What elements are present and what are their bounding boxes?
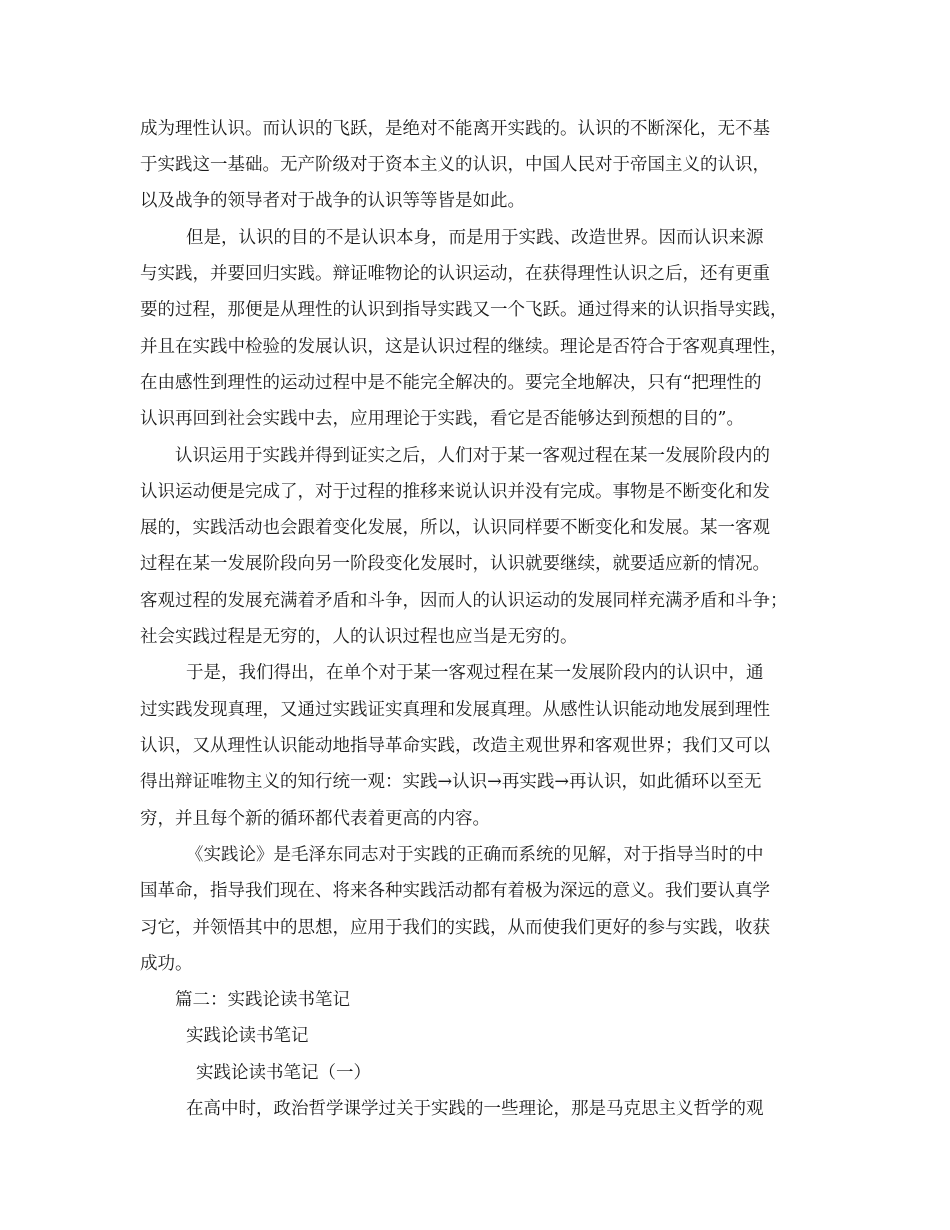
section-heading: 篇二：实践论读书笔记	[175, 990, 350, 1010]
text-line: 穷，并且每个新的循环都代表着更高的内容。	[140, 809, 490, 829]
text-line: 认识再回到社会实践中去，应用理论于实践，看它是否能够达到预想的目的”。	[140, 409, 744, 429]
text-line: 展的，实践活动也会跟着变化发展，所以，认识同样要不断变化和发展。某一客观	[140, 518, 770, 538]
text-line: 于实践这一基础。无产阶级对于资本主义的认识，中国人民对于帝国主义的认识，	[140, 155, 770, 175]
text-line: 以及战争的领导者对于战争的认识等等皆是如此。	[140, 191, 525, 211]
text-line: 客观过程的发展充满着矛盾和斗争，因而人的认识运动的发展同样充满矛盾和斗争；	[140, 591, 788, 611]
text-line: 过程在某一发展阶段向另一阶段变化发展时，认识就要继续，就要适应新的情况。	[140, 554, 770, 574]
text-line: 成功。	[140, 954, 193, 974]
text-line: 得出辩证唯物主义的知行统一观：实践→认识→再实践→再认识，如此循环以至无	[140, 772, 762, 792]
section-heading: 实践论读书笔记	[186, 1026, 309, 1046]
text-line: 社会实践过程是无穷的，人的认识过程也应当是无穷的。	[140, 627, 578, 647]
text-line: 国革命，指导我们现在、将来各种实践活动都有着极为深远的意义。我们要认真学	[140, 881, 770, 901]
text-line: 成为理性认识。而认识的飞跃，是绝对不能离开实践的。认识的不断深化，无不基	[140, 119, 770, 139]
text-line: 在由感性到理性的运动过程中是不能完全解决的。要完全地解决，只有“把理性的	[140, 373, 762, 393]
text-line: 要的过程，那便是从理性的认识到指导实践又一个飞跃。通过得来的认识指导实践，	[140, 300, 788, 320]
text-line: 但是，认识的目的不是认识本身，而是用于实践、改造世界。因而认识来源	[186, 228, 764, 248]
text-line: 在高中时，政治哲学课学过关于实践的一些理论，那是马克思主义哲学的观	[186, 1099, 764, 1119]
text-line: 于是，我们得出，在单个对于某一客观过程在某一发展阶段内的认识中，通	[186, 663, 764, 683]
text-line: 认识，又从理性认识能动地指导革命实践，改造主观世界和客观世界；我们又可以	[140, 736, 770, 756]
text-line: 习它，并领悟其中的思想，应用于我们的实践，从而使我们更好的参与实践，收获	[140, 918, 770, 938]
text-line: 《实践论》是毛泽东同志对于实践的正确而系统的见解，对于指导当时的中	[186, 845, 764, 865]
text-line: 认识运动便是完成了，对于过程的推移来说认识并没有完成。事物是不断变化和发	[140, 482, 770, 502]
text-line: 并且在实践中检验的发展认识，这是认识过程的继续。理论是否符合于客观真理性，	[140, 337, 788, 357]
text-line: 过实践发现真理，又通过实践证实真理和发展真理。从感性认识能动地发展到理性	[140, 700, 770, 720]
text-line: 与实践，并要回归实践。辩证唯物论的认识运动，在获得理性认识之后，还有更重	[140, 264, 770, 284]
text-line: 认识运用于实践并得到证实之后，人们对于某一客观过程在某一发展阶段内的	[175, 446, 770, 466]
section-heading: 实践论读书笔记（一）	[196, 1063, 371, 1083]
